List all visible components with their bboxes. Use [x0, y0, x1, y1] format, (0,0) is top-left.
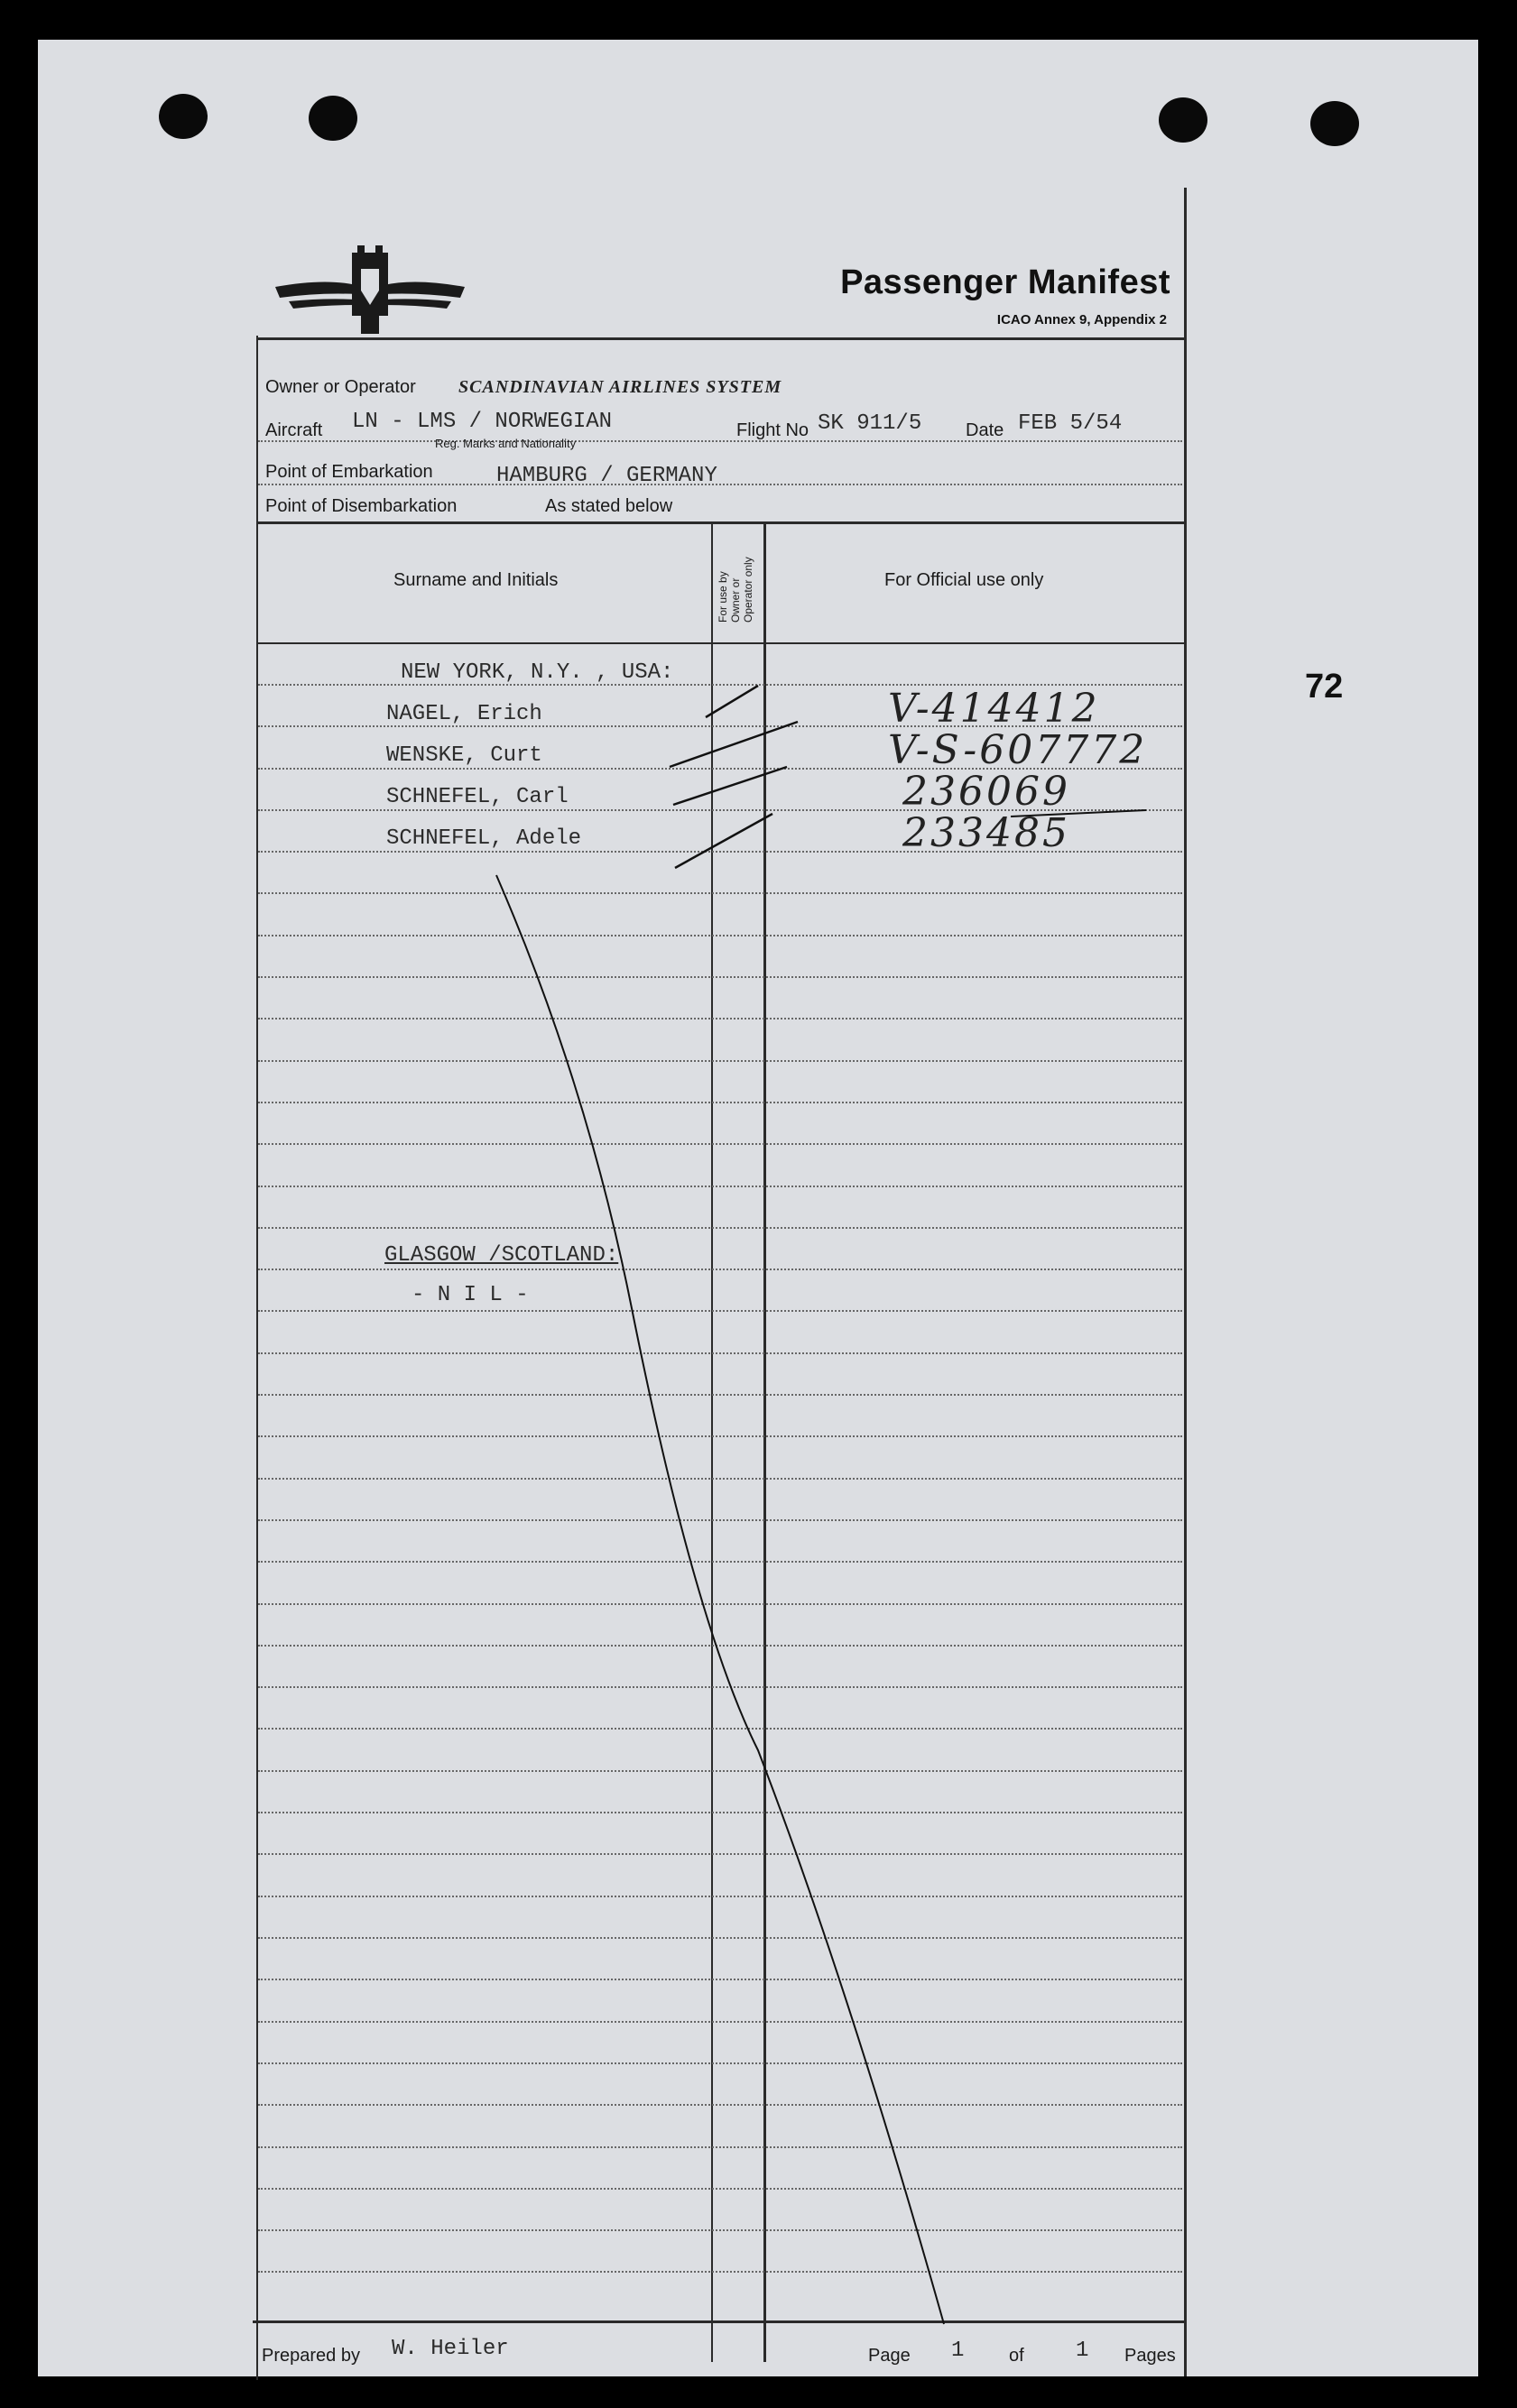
check-mark: [673, 767, 787, 805]
strike-line: [1011, 810, 1146, 817]
check-mark: [670, 722, 798, 767]
page-value: 1: [951, 2339, 965, 2363]
embark-label: Point of Embarkation: [265, 462, 433, 482]
prepared-label: Prepared by: [262, 2346, 360, 2366]
page-subtitle: ICAO Annex 9, Appendix 2: [996, 312, 1167, 328]
page-label: Page: [868, 2346, 911, 2366]
official-entry: V-S-607772: [888, 727, 1148, 773]
pages-label: Pages: [1124, 2346, 1176, 2366]
check-mark: [675, 814, 772, 868]
passenger-name: WENSKE, Curt: [386, 743, 542, 768]
owner-value: SCANDINAVIAN AIRLINES SYSTEM: [458, 377, 782, 397]
passenger-name: NAGEL, Erich: [386, 702, 542, 726]
aircraft-label: Aircraft: [265, 420, 323, 440]
date-value: FEB 5/54: [1018, 411, 1123, 436]
date-label: Date: [966, 420, 1004, 440]
aircraft-sublabel: Reg. Marks and Nationality: [435, 437, 577, 450]
embark-value: HAMBURG / GERMANY: [496, 464, 717, 488]
disembark-value: As stated below: [545, 496, 673, 516]
aircraft-value: LN - LMS / NORWEGIAN: [352, 410, 613, 434]
passenger-name: SCHNEFEL, Adele: [386, 826, 582, 851]
flight-label: Flight No: [736, 420, 809, 440]
destination-note: - N I L -: [412, 1283, 529, 1307]
diagonal-strike: [496, 875, 944, 2324]
official-column-header: For Official use only: [884, 570, 1044, 590]
of-value: 1: [1076, 2339, 1089, 2363]
owner-use-column-header: For use by Owner or Operator only: [717, 557, 754, 623]
check-mark: [706, 686, 758, 717]
passenger-name: SCHNEFEL, Carl: [386, 785, 569, 809]
prepared-value: W. Heiler: [392, 2337, 509, 2361]
owner-label: Owner or Operator: [265, 377, 416, 397]
official-entry: 236069: [902, 769, 1070, 815]
of-label: of: [1009, 2346, 1024, 2366]
destination-heading: GLASGOW /SCOTLAND:: [384, 1243, 619, 1268]
surname-column-header: Surname and Initials: [393, 570, 559, 590]
page-title: Passenger Manifest: [840, 263, 1170, 301]
disembark-label: Point of Disembarkation: [265, 496, 458, 516]
official-entry: V-414412: [888, 686, 1100, 732]
destination-heading: NEW YORK, N.Y. , USA:: [401, 660, 674, 685]
margin-page-number: 72: [1305, 668, 1344, 706]
flight-value: SK 911/5: [818, 411, 922, 436]
official-entry: 233485: [902, 810, 1070, 856]
